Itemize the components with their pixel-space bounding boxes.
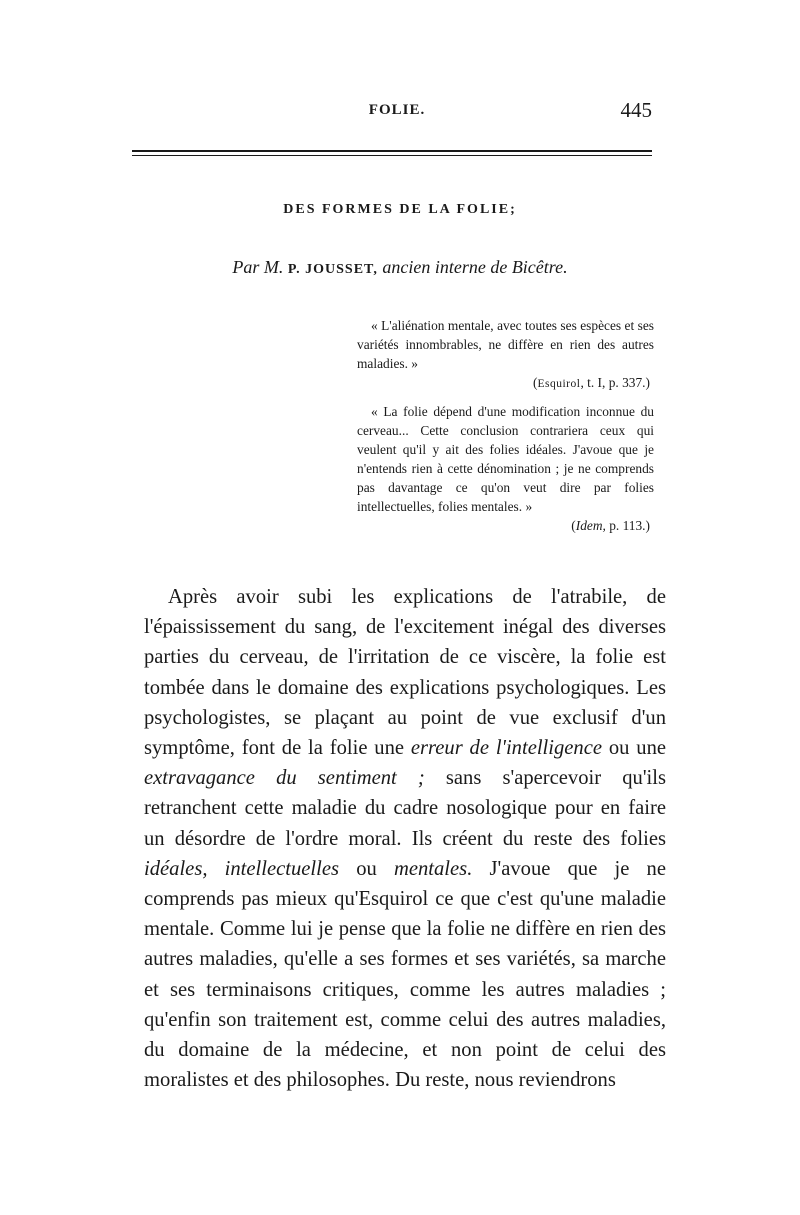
citation-source: Idem,	[575, 518, 606, 533]
body-emphasis: extravagance du sentiment ;	[144, 767, 425, 790]
body-segment: ou	[339, 857, 394, 880]
epigraph-quote: « La folie dépend d'une modification inconnue du cerveau... Cette conclusion contrariera ceux qui veulent qu'il y ait des folies idéales. J'avoue que je n'entends rien à cette dénomination ; je ne comprends pas davantage ce qu'on veut dire par folies intellectuelles, folies mentales. »	[357, 404, 654, 514]
body-segment: Après avoir subi les explications de l'atrabile, de l'épaississement du sang, de l'excitement inégal des diverses parties du cerveau, de l'irritation de ce viscère, la folie est tombée dans le domaine des explications psychologiques. Les psychologistes, se plaçant au point de vue exclusif d'un symptôme, font de la folie une	[144, 586, 666, 760]
article-title: DES FORMES DE LA FOLIE;	[283, 202, 517, 217]
body-segment: ou une	[602, 737, 666, 760]
running-header	[140, 98, 654, 124]
running-title: FOLIE.	[368, 102, 426, 118]
body-emphasis: idéales, intellectuelles	[144, 857, 340, 880]
body-emphasis: erreur de l'intelligence	[410, 737, 603, 760]
header-rule	[132, 150, 652, 152]
body-text	[144, 582, 666, 1095]
citation-open: (	[532, 375, 538, 390]
header-rule-thin	[132, 155, 652, 156]
citation-rest: , t. I, p. 337.)	[580, 375, 650, 390]
byline-author: JOUSSET,	[305, 262, 378, 277]
body-segment: J'avoue que je ne comprends pas mieux qu'Esquirol ce que c'est qu'une maladie mentale. Comme lui je pense que la folie ne diffère en rien des autres maladies, qu'elle a ses formes et ses variétés, sa marche et ses terminaisons critiques, comme les autres maladies ; qu'enfin son traitement est, comme celui des autres maladies, du domaine de la médecine, et non point de celui des moralistes et des philosophes. Du reste, nous reviendrons	[144, 857, 666, 1092]
body-segment: sans s'apercevoir qu'ils retranchent cette maladie du cadre nosologique pour en faire un désordre de l'ordre moral. Ils créent du reste des folies	[144, 767, 666, 850]
epigraph-quote: « L'aliénation mentale, avec toutes ses espèces et ses variétés innombrables, ne diffère en rien des autres maladies. »	[357, 318, 654, 371]
citation-open: (	[571, 518, 576, 533]
citation-source: Esquirol	[537, 378, 581, 390]
epigraph-citation	[357, 373, 650, 394]
page-number: 445	[620, 98, 652, 122]
body-emphasis: mentales.	[393, 857, 473, 880]
byline-initial: P.	[287, 262, 301, 277]
citation-rest: p. 113.)	[605, 518, 650, 533]
body-paragraph	[144, 582, 666, 1095]
byline-affiliation: ancien interne de Bicêtre.	[382, 257, 568, 277]
byline-par: Par M.	[232, 257, 284, 277]
epigraph-citation	[357, 516, 650, 535]
epigraphs	[357, 316, 654, 535]
byline	[140, 257, 660, 278]
